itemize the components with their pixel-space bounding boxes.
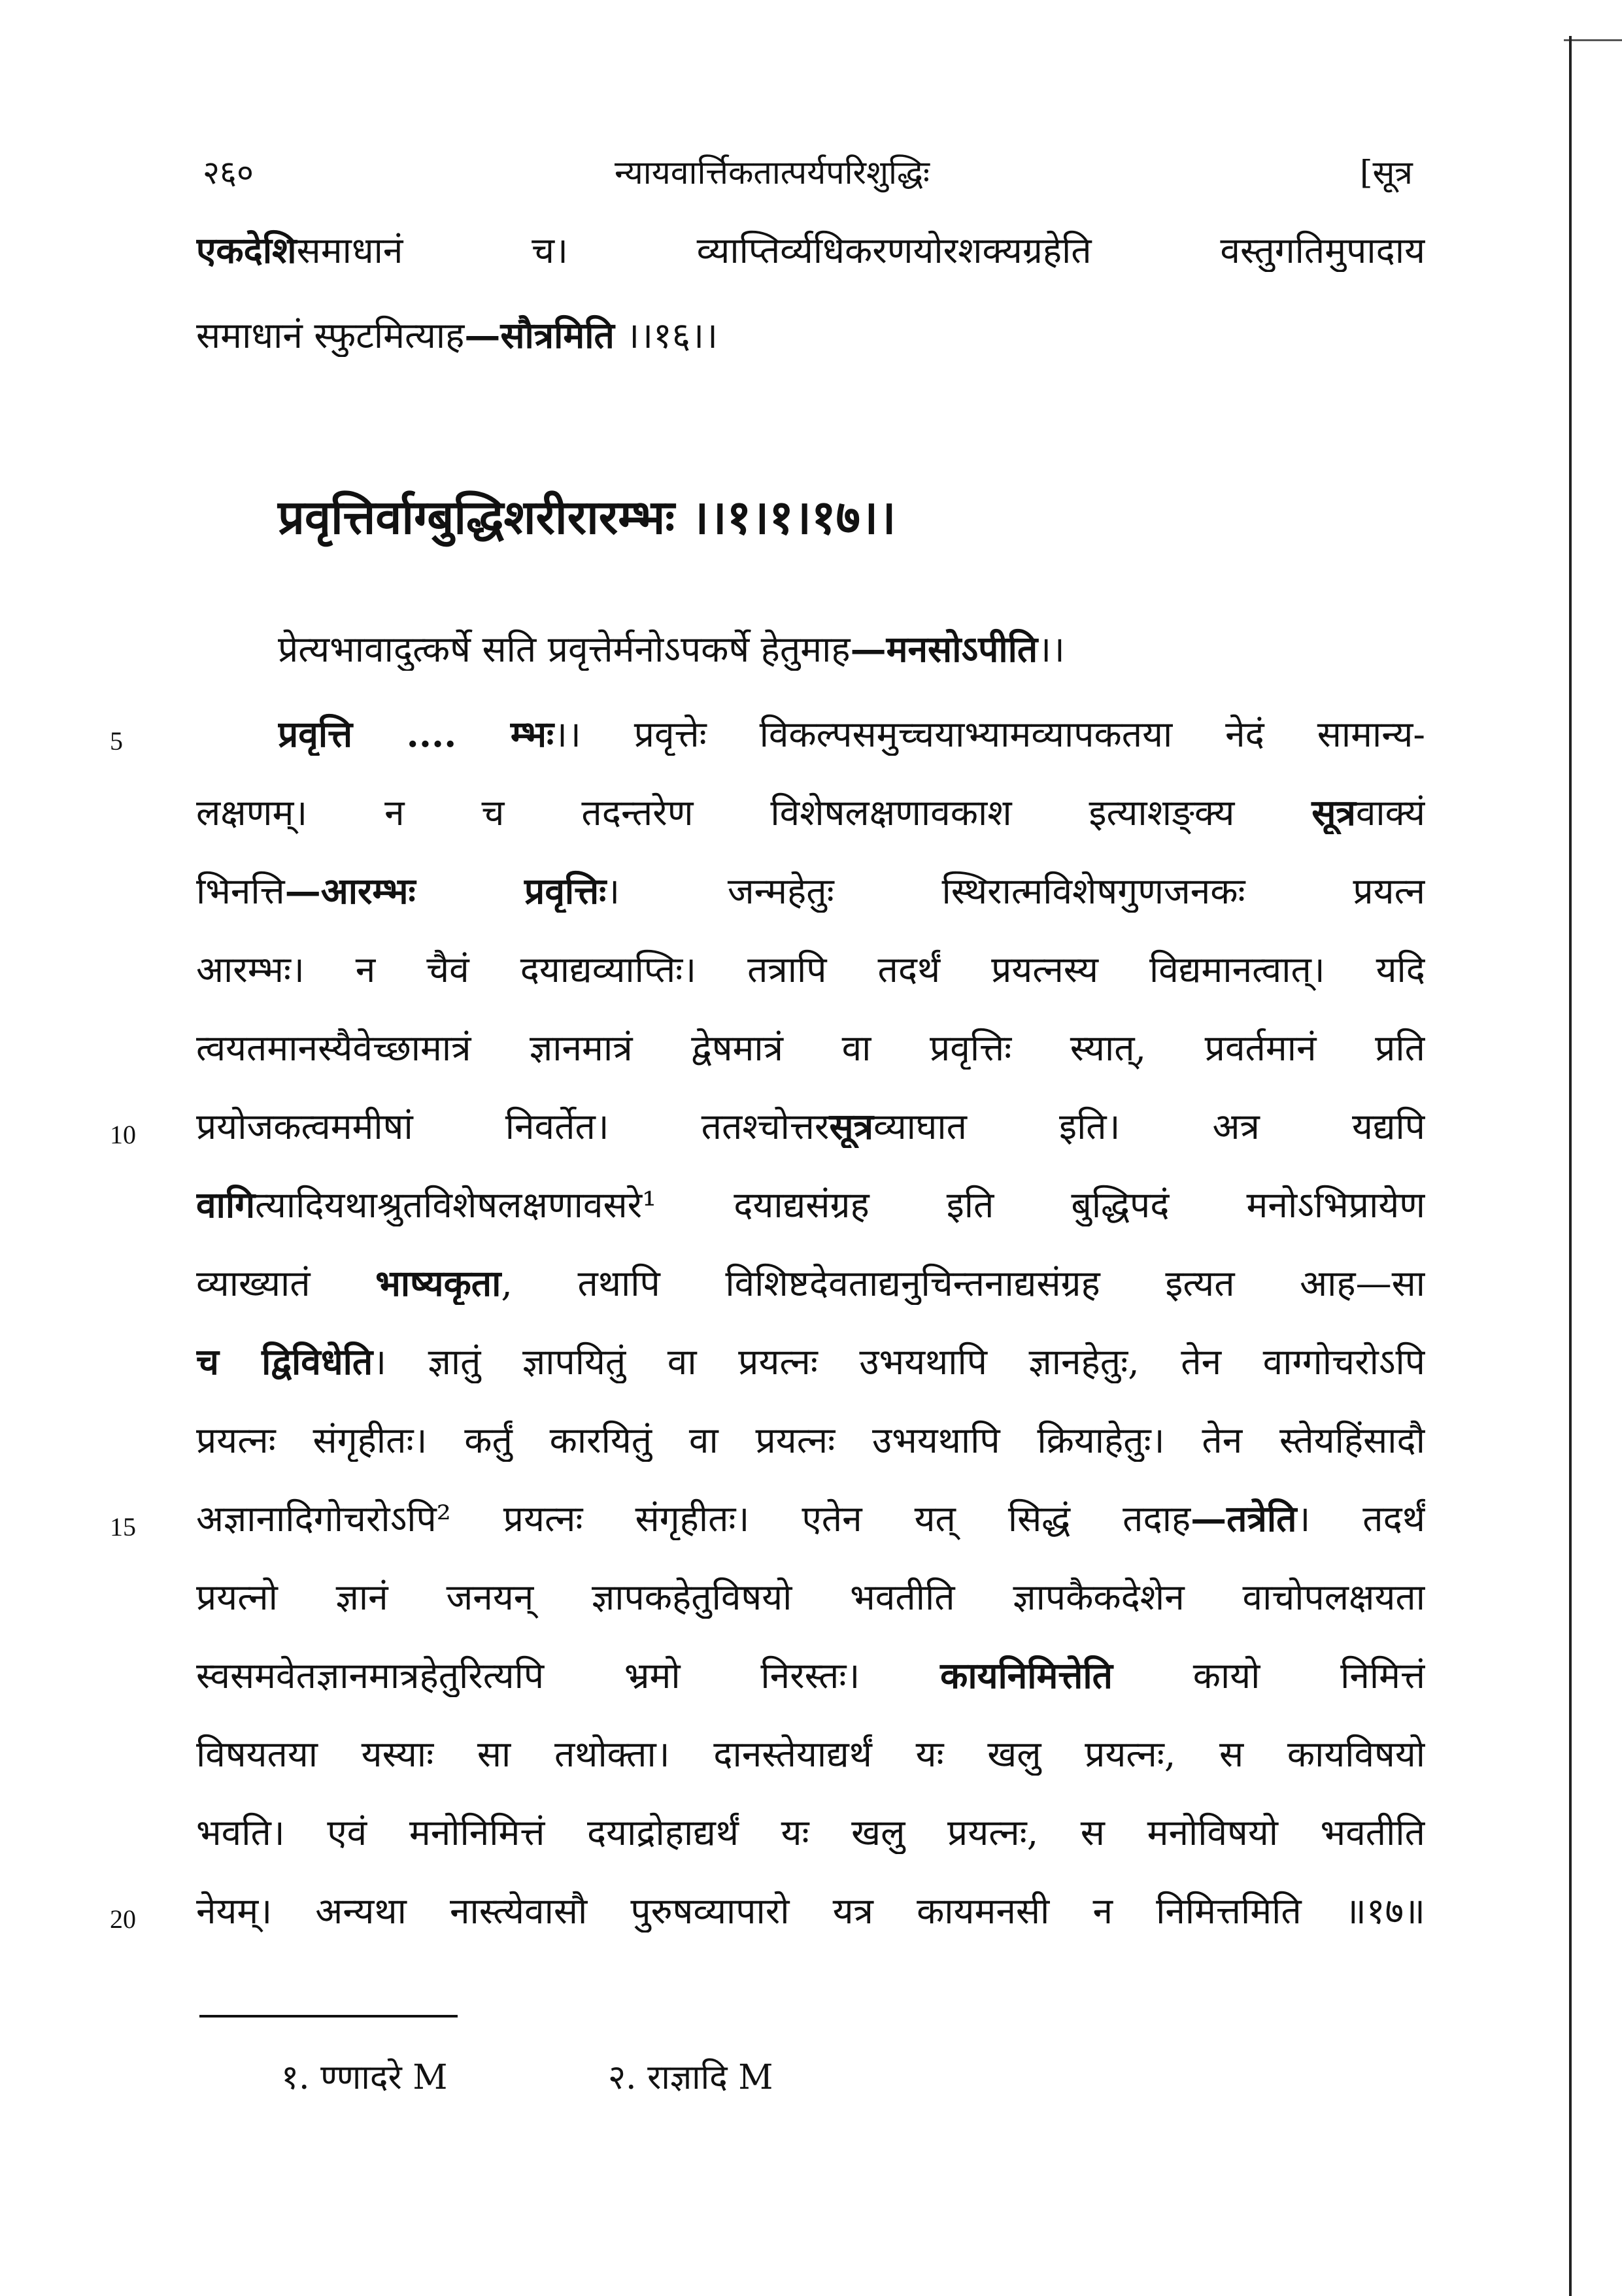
bold-term: —आरम्भः प्रवृत्तिः (284, 869, 607, 912)
running-header (196, 149, 1438, 201)
bold-term: —तत्रेति (1191, 1497, 1297, 1540)
text-line: वागित्यादियथाश्रुतविशेषलक्षणावसरे¹ दयाद्यसंग्रह इति बुद्धिपदं मनोऽभिप्रायेण (196, 1183, 1425, 1226)
bold-term: सूत्र (829, 1105, 873, 1147)
bold-term: कायनिमित्तेति (940, 1654, 1113, 1697)
footnote: १. ण्णादरे M (281, 2058, 448, 2097)
text-line: नेयम्। अन्यथा नास्त्येवासौ पुरुषव्यापारो यत्र कायमनसी न निमित्तमिति ॥१७॥ (196, 1890, 1425, 1932)
page-edge-mark (1564, 39, 1622, 41)
bold-term: प्रवृत्ति .... म्भः (278, 713, 554, 755)
sutra-heading: प्रवृत्तिर्वाग्बुद्धिशरीरारम्भः ।।१।१।१७।। (278, 489, 896, 545)
text-line: अज्ञानादिगोचरोऽपि² प्रयत्नः संगृहीतः। एतेन यत् सिद्धं तदाह—तत्रेति। तदर्थं (196, 1497, 1425, 1540)
text-line: स्वसमवेतज्ञानमात्रहेतुरित्यपि भ्रमो निरस्तः। कायनिमित्तेति कायो निमित्तं (196, 1654, 1425, 1697)
text-line: भवति। एवं मनोनिमित्तं दयाद्रोहाद्यर्थं यः खलु प्रयत्नः, स मनोविषयो भवतीति (196, 1812, 1425, 1853)
text-line: लक्षणम्। न च तदन्तरेण विशेषलक्षणावकाश इत्याशङ्क्य सूत्रवाक्यं (196, 791, 1425, 834)
bold-term: सूत्र (1311, 791, 1356, 834)
running-title: न्यायवार्त्तिकतात्पर्यपरिशुद्धिः (615, 154, 930, 192)
line-number: 10 (110, 1120, 136, 1149)
text-line: च द्विविधेति। ज्ञातुं ज्ञापयितुं वा प्रयत्नः उभयथापि ज्ञानहेतुः, तेन वाग्गोचरोऽपि (196, 1340, 1425, 1383)
section-label: [सूत्र (1360, 154, 1413, 192)
text-line (196, 229, 1425, 272)
footnote-rule (199, 2015, 458, 2017)
page-edge-line (1569, 36, 1572, 2296)
text-line: प्रयोजकत्वममीषां निवर्तेत। ततश्चोत्तरसूत्रव्याघात इति। अत्र यद्यपि (196, 1105, 1425, 1147)
text-line: भिनत्ति—आरम्भः प्रवृत्तिः। जन्महेतुः स्थिरात्मविशेषगुणजनकः प्रयत्न (196, 869, 1425, 912)
text-line: प्रयत्नो ज्ञानं जनयन् ज्ञापकहेतुविषयो भवतीति ज्ञापकैकदेशेन वाचोपलक्षयता (196, 1576, 1425, 1618)
bold-term: वागि (196, 1183, 256, 1226)
line-number: 5 (110, 726, 123, 756)
text-span: समाधानं च। व्याप्तिर्व्यधिकरणयोरशक्यग्रहेति वस्तुगतिमुपादाय (296, 229, 1425, 271)
bold-term: —सौत्रमिति (464, 314, 615, 356)
bold-term: च द्विविधेति (196, 1340, 373, 1383)
text-line: त्वयतमानस्यैवेच्छामात्रं ज्ञानमात्रं द्वेषमात्रं वा प्रवृत्तिः स्यात्, प्रवर्तमानं प्रति (196, 1027, 1425, 1069)
text-line: विषयतया यस्याः सा तथोक्ता। दानस्तेयाद्यर्थं यः खलु प्रयत्नः, स कायविषयो (196, 1733, 1425, 1775)
text-line: व्याख्यातं भाष्यकृता, तथापि विशिष्टदेवताद्यनुचिन्तनाद्यसंग्रह इत्यत आह—सा (196, 1262, 1425, 1304)
text-span: समाधानं स्फुटमित्याह (196, 314, 465, 356)
text-line (196, 314, 1425, 357)
page-number: २६० (203, 154, 254, 192)
line-number: 20 (110, 1904, 136, 1934)
text-span: ।।१६।। (614, 314, 718, 356)
footnote: २. राज्ञादि M (608, 2058, 773, 2097)
bold-term: भाष्यकृता (375, 1262, 501, 1304)
line-number: 15 (110, 1512, 136, 1542)
bold-term: —मनसोऽपीति (850, 628, 1038, 670)
text-line: प्रेत्यभावादुत्कर्षे सति प्रवृत्तेर्मनोऽपकर्षे हेतुमाह—मनसोऽपीति।। (278, 628, 1065, 670)
text-line: प्रयत्नः संगृहीतः। कर्तुं कारयितुं वा प्रयत्नः उभयथापि क्रियाहेतुः। तेन स्तेयहिंसादौ (196, 1419, 1425, 1461)
bold-term: एकदेशि (196, 229, 297, 271)
text-line: प्रवृत्ति .... म्भः।। प्रवृत्तेः विकल्पसमुच्चयाभ्यामव्यापकतया नेदं सामान्य- (278, 713, 1425, 755)
text-line: आरम्भः। न चैवं दयाद्यव्याप्तिः। तत्रापि तदर्थं प्रयत्नस्य विद्यमानत्वात्। यदि (196, 949, 1425, 990)
